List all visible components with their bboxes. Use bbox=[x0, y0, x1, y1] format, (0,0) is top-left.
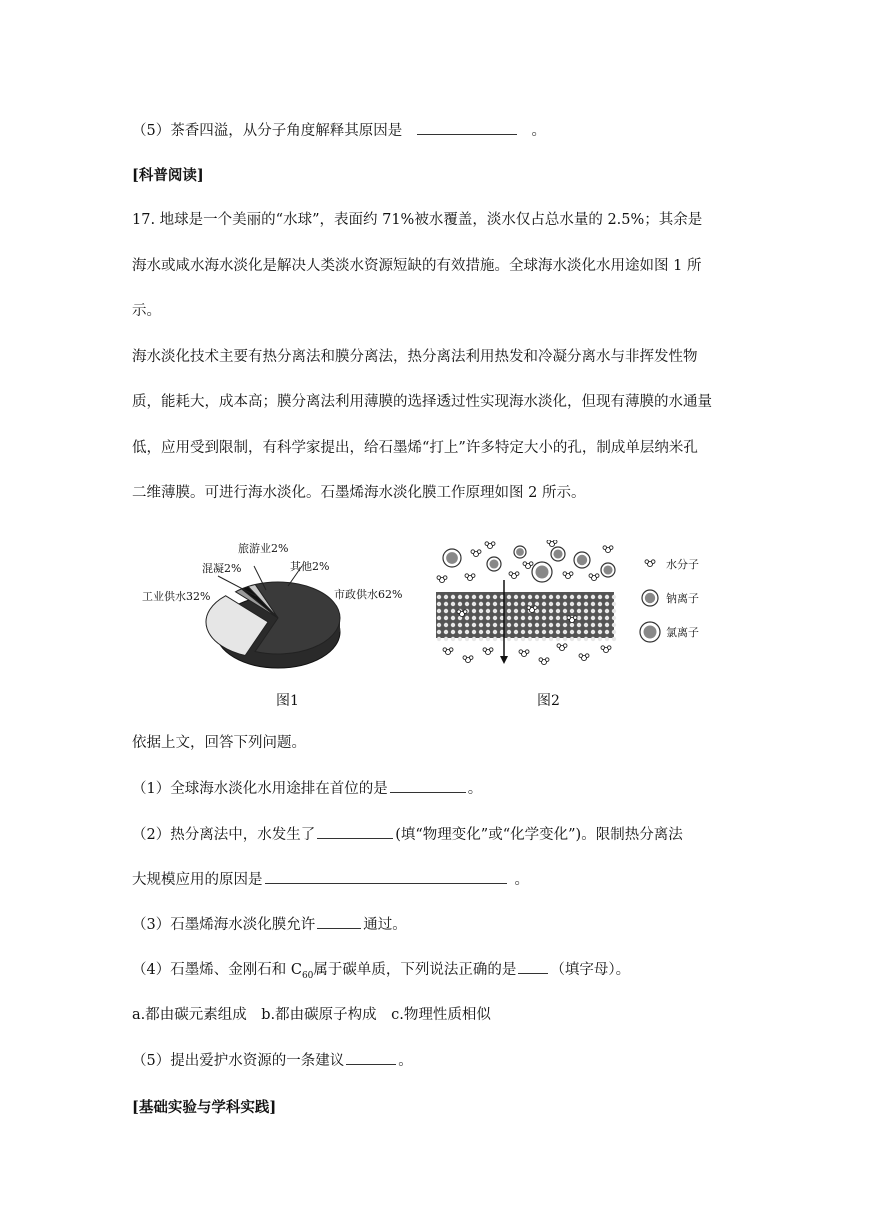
membrane-pore bbox=[605, 637, 609, 641]
membrane-pore bbox=[493, 630, 497, 634]
membrane-pore bbox=[451, 616, 455, 620]
membrane-pore bbox=[451, 637, 455, 641]
membrane-pore bbox=[472, 595, 476, 599]
q1-line bbox=[132, 778, 482, 799]
membrane-pore bbox=[556, 623, 560, 627]
membrane-pore bbox=[507, 616, 511, 620]
water-molecule bbox=[463, 656, 473, 663]
membrane-pore bbox=[444, 602, 448, 606]
membrane-pore bbox=[437, 616, 441, 620]
water-molecule bbox=[437, 576, 447, 583]
membrane-pore bbox=[486, 609, 490, 613]
membrane-pore bbox=[605, 616, 609, 620]
water-molecule bbox=[471, 550, 481, 557]
membrane-pore bbox=[612, 637, 616, 641]
membrane-pore bbox=[479, 595, 483, 599]
membrane-pore bbox=[528, 637, 532, 641]
membrane-pore bbox=[486, 616, 490, 620]
membrane-pore bbox=[451, 609, 455, 613]
membrane-pore bbox=[465, 616, 469, 620]
membrane-pore bbox=[591, 602, 595, 606]
q5-blank[interactable] bbox=[346, 1050, 396, 1065]
legend-sodium-symbol-core bbox=[645, 593, 655, 603]
membrane-pore bbox=[570, 637, 574, 641]
membrane-pore bbox=[493, 602, 497, 606]
q5-end: 。 bbox=[398, 1053, 413, 1069]
membrane-pore bbox=[563, 595, 567, 599]
membrane-pore bbox=[514, 630, 518, 634]
water-molecule bbox=[603, 546, 613, 553]
membrane-pore bbox=[535, 623, 539, 627]
membrane-pore bbox=[493, 616, 497, 620]
membrane-pore bbox=[507, 623, 511, 627]
membrane-pore bbox=[479, 623, 483, 627]
q4-subscript: 60 bbox=[301, 970, 314, 981]
q1-text: （1）全球海水淡化水用途排在首位的是 bbox=[132, 781, 388, 797]
ion-chloride-core bbox=[536, 566, 549, 579]
section-heading-reading: [科普阅读] bbox=[132, 167, 204, 184]
membrane-pore bbox=[486, 637, 490, 641]
membrane-pore bbox=[479, 630, 483, 634]
membrane-pore bbox=[598, 637, 602, 641]
membrane-pore bbox=[444, 630, 448, 634]
membrane-pore bbox=[535, 637, 539, 641]
membrane-pore bbox=[584, 623, 588, 627]
water-molecule bbox=[557, 644, 567, 651]
q17-p1-line1: 17. 地球是一个美丽的“水球”，表面约 71%被水覆盖，淡水仅占总水量的 2.5%；其余是 bbox=[132, 212, 703, 228]
membrane-pore bbox=[444, 609, 448, 613]
membrane-pore bbox=[605, 609, 609, 613]
membrane-pore bbox=[577, 637, 581, 641]
membrane-pore bbox=[577, 623, 581, 627]
membrane-pore bbox=[521, 637, 525, 641]
q2-blank[interactable] bbox=[317, 824, 393, 839]
membrane-pore bbox=[605, 595, 609, 599]
membrane-pore bbox=[612, 602, 616, 606]
ion-sodium-core bbox=[489, 559, 498, 568]
membrane-pore bbox=[437, 630, 441, 634]
membrane-pore bbox=[591, 630, 595, 634]
q2b-text: 大规模应用的原因是 bbox=[132, 872, 263, 888]
membrane-pore bbox=[542, 595, 546, 599]
water-molecule bbox=[485, 542, 495, 549]
membrane-pore bbox=[535, 595, 539, 599]
q1-blank[interactable] bbox=[390, 778, 466, 793]
membrane-pore bbox=[507, 609, 511, 613]
membrane-pore bbox=[528, 623, 532, 627]
membrane-pore bbox=[563, 630, 567, 634]
water-molecule bbox=[519, 650, 529, 657]
membrane-pore bbox=[437, 623, 441, 627]
pie-label-other: 其他2% bbox=[290, 560, 330, 573]
membrane-pore bbox=[514, 595, 518, 599]
membrane-pore bbox=[542, 637, 546, 641]
membrane-pore bbox=[437, 602, 441, 606]
membrane-pore bbox=[451, 595, 455, 599]
membrane-pore bbox=[479, 609, 483, 613]
membrane-pore bbox=[591, 609, 595, 613]
membrane-pore bbox=[472, 623, 476, 627]
q16-5-text: （5）茶香四溢，从分子角度解释其原因是 bbox=[132, 123, 403, 139]
q2b-end: 。 bbox=[514, 872, 529, 888]
membrane-pore bbox=[542, 630, 546, 634]
membrane-pore bbox=[535, 616, 539, 620]
membrane-pore bbox=[479, 602, 483, 606]
flow-arrowhead bbox=[500, 656, 508, 664]
membrane-pore bbox=[542, 623, 546, 627]
membrane-pore bbox=[465, 595, 469, 599]
membrane-pore bbox=[556, 637, 560, 641]
membrane-pore bbox=[570, 609, 574, 613]
q2b-line bbox=[132, 869, 529, 890]
q2-hint: (填“物理变化”或“化学变化”)。限制热分离法 bbox=[395, 827, 683, 843]
membrane-pore bbox=[570, 595, 574, 599]
membrane-pore bbox=[584, 630, 588, 634]
membrane-pore bbox=[563, 623, 567, 627]
q3-text: （3）石墨烯海水淡化膜允许 bbox=[132, 917, 316, 933]
q4-end: （填字母）。 bbox=[550, 962, 631, 978]
answer-blank[interactable] bbox=[417, 120, 517, 135]
intro-line: 依据上文，回答下列问题。 bbox=[132, 735, 306, 751]
ion-chloride-core bbox=[553, 549, 562, 558]
water-molecule bbox=[589, 574, 599, 581]
membrane-pore bbox=[563, 637, 567, 641]
membrane-pore bbox=[444, 637, 448, 641]
water-molecule bbox=[483, 648, 493, 655]
membrane-pore bbox=[612, 616, 616, 620]
membrane-pore bbox=[591, 616, 595, 620]
legend-label-2: 氯离子 bbox=[666, 626, 699, 639]
ion-sodium-core bbox=[577, 555, 587, 565]
membrane-pore bbox=[444, 623, 448, 627]
membrane-pore bbox=[612, 595, 616, 599]
legend-label-0: 水分子 bbox=[666, 558, 699, 571]
q17-p1-line2: 海水或咸水海水淡化是解决人类淡水资源短缺的有效措施。全球海水淡化水用途如图 1 所 bbox=[132, 258, 702, 274]
q5-line bbox=[132, 1050, 413, 1071]
water-molecule bbox=[465, 574, 475, 581]
water-molecule bbox=[579, 654, 589, 661]
membrane-pore bbox=[598, 623, 602, 627]
ion-sodium-core bbox=[516, 548, 524, 556]
membrane-pore bbox=[598, 602, 602, 606]
membrane-pore bbox=[584, 637, 588, 641]
membrane-pore bbox=[486, 602, 490, 606]
membrane-pore bbox=[577, 616, 581, 620]
membrane-pore bbox=[591, 623, 595, 627]
membrane-pore bbox=[598, 609, 602, 613]
membrane-pore bbox=[584, 602, 588, 606]
membrane-pore bbox=[437, 595, 441, 599]
ion-chloride-core bbox=[603, 565, 612, 574]
membrane-pore bbox=[584, 609, 588, 613]
membrane-pore bbox=[458, 630, 462, 634]
membrane-pore bbox=[479, 616, 483, 620]
membrane-pore bbox=[535, 630, 539, 634]
membrane-pore bbox=[465, 623, 469, 627]
membrane-pore bbox=[507, 630, 511, 634]
membrane-pore bbox=[465, 637, 469, 641]
water-molecule bbox=[523, 562, 533, 569]
membrane-pore bbox=[472, 609, 476, 613]
q4-blank[interactable] bbox=[518, 959, 548, 974]
water-molecule bbox=[509, 572, 519, 579]
membrane-pore bbox=[514, 602, 518, 606]
membrane-pore bbox=[528, 616, 532, 620]
membrane-pore bbox=[528, 595, 532, 599]
membrane-pore bbox=[486, 623, 490, 627]
membrane-pore bbox=[444, 595, 448, 599]
membrane-pore bbox=[486, 595, 490, 599]
q17-p1-line3: 示。 bbox=[132, 303, 161, 319]
membrane-pore bbox=[451, 630, 455, 634]
membrane-pore bbox=[598, 630, 602, 634]
membrane-pore bbox=[570, 602, 574, 606]
membrane-pore bbox=[507, 595, 511, 599]
membrane-pore bbox=[479, 637, 483, 641]
membrane-pore bbox=[528, 630, 532, 634]
membrane-pore bbox=[514, 623, 518, 627]
membrane-pore bbox=[549, 630, 553, 634]
q4-text: （4）石墨烯、金刚石和 C bbox=[132, 962, 302, 978]
membrane-pore bbox=[493, 595, 497, 599]
membrane-pore bbox=[584, 595, 588, 599]
q17-p2-line4: 二维薄膜。可进行海水淡化。石墨烯海水淡化膜工作原理如图 2 所示。 bbox=[132, 485, 586, 501]
legend-chloride-symbol-core bbox=[644, 626, 657, 639]
pie-label-concrete: 混凝2% bbox=[202, 562, 242, 575]
membrane-pore bbox=[577, 602, 581, 606]
membrane-pore bbox=[521, 623, 525, 627]
q3-blank[interactable] bbox=[317, 914, 361, 929]
membrane-pore bbox=[451, 623, 455, 627]
membrane-pore bbox=[556, 595, 560, 599]
water-molecule bbox=[539, 658, 549, 665]
membrane-pore bbox=[570, 623, 574, 627]
figure1-pie-chart bbox=[138, 540, 408, 670]
membrane-pore bbox=[549, 623, 553, 627]
membrane-pore bbox=[549, 595, 553, 599]
membrane-pore bbox=[493, 623, 497, 627]
figure2-membrane-diagram bbox=[432, 540, 722, 670]
water-molecule bbox=[547, 540, 557, 547]
pie-label-industrial: 工业供水32% bbox=[142, 590, 211, 603]
q5-text: （5）提出爱护水资源的一条建议 bbox=[132, 1053, 345, 1069]
q17-p2-line3: 低，应用受到限制，有科学家提出，给石墨烯“打上”许多特定大小的孔，制成单层纳米孔 bbox=[132, 440, 698, 456]
water-molecule bbox=[443, 648, 453, 655]
membrane-pore bbox=[507, 637, 511, 641]
membrane-pore bbox=[472, 630, 476, 634]
membrane-pore bbox=[556, 630, 560, 634]
membrane-pore bbox=[549, 637, 553, 641]
membrane-pore bbox=[465, 602, 469, 606]
membrane-pore bbox=[549, 602, 553, 606]
membrane-pore bbox=[556, 609, 560, 613]
membrane-pore bbox=[472, 616, 476, 620]
membrane-pore bbox=[514, 609, 518, 613]
ion-chloride-core bbox=[446, 552, 458, 564]
q2-text: （2）热分离法中，水发生了 bbox=[132, 827, 316, 843]
membrane-pore bbox=[437, 637, 441, 641]
q16-5-end: 。 bbox=[531, 123, 546, 139]
membrane-pore bbox=[570, 630, 574, 634]
membrane-pore bbox=[549, 616, 553, 620]
membrane-pore bbox=[521, 609, 525, 613]
q1-end: 。 bbox=[467, 781, 483, 797]
q17-p2-line1: 海水淡化技术主要有热分离法和膜分离法，热分离法利用热发和冷凝分离水与非挥发性物 bbox=[132, 349, 698, 365]
membrane-pore bbox=[486, 630, 490, 634]
membrane-pore bbox=[521, 630, 525, 634]
membrane-pore bbox=[577, 595, 581, 599]
membrane-pore bbox=[577, 609, 581, 613]
membrane-pore bbox=[458, 595, 462, 599]
membrane-pore bbox=[437, 609, 441, 613]
pie-label-tourism: 旅游业2% bbox=[238, 542, 289, 555]
figure1-caption: 图1 bbox=[276, 693, 299, 709]
membrane-pore bbox=[493, 637, 497, 641]
q3-line bbox=[132, 914, 407, 935]
q17-p2-line2: 质，能耗大，成本高；膜分离法利用薄膜的选择透过性实现海水淡化，但现有薄膜的水通量 bbox=[132, 394, 712, 410]
legend-label-1: 钠离子 bbox=[666, 592, 699, 605]
membrane-pore bbox=[612, 623, 616, 627]
membrane-pore bbox=[542, 609, 546, 613]
membrane-pore bbox=[563, 609, 567, 613]
figure2-caption: 图2 bbox=[537, 693, 560, 709]
membrane-pore bbox=[465, 630, 469, 634]
membrane-pore bbox=[521, 616, 525, 620]
membrane-pore bbox=[514, 637, 518, 641]
membrane-pore bbox=[584, 616, 588, 620]
water-molecule bbox=[601, 646, 611, 653]
membrane-pore bbox=[577, 630, 581, 634]
membrane-pore bbox=[598, 595, 602, 599]
q3-end: 通过。 bbox=[363, 917, 407, 933]
membrane-pore bbox=[521, 602, 525, 606]
membrane-pore bbox=[612, 630, 616, 634]
membrane-pore bbox=[507, 602, 511, 606]
membrane-pore bbox=[563, 602, 567, 606]
membrane-pore bbox=[563, 616, 567, 620]
membrane-pore bbox=[444, 616, 448, 620]
membrane-pore bbox=[605, 623, 609, 627]
q4-mid: 属于碳单质，下列说法正确的是 bbox=[313, 962, 517, 978]
q4-options: a.都由碳元素组成 b.都由碳原子构成 c.物理性质相似 bbox=[132, 1007, 491, 1023]
membrane-pore bbox=[458, 623, 462, 627]
section-heading-practice: [基础实验与学科实践] bbox=[132, 1099, 277, 1116]
membrane-pore bbox=[591, 595, 595, 599]
pie-label-municipal: 市政供水62% bbox=[334, 588, 403, 601]
membrane-pore bbox=[556, 602, 560, 606]
membrane-pore bbox=[521, 595, 525, 599]
membrane-pore bbox=[493, 609, 497, 613]
q4-line bbox=[132, 959, 630, 986]
membrane-pore bbox=[542, 602, 546, 606]
membrane-pore bbox=[556, 616, 560, 620]
q16-5-line bbox=[132, 120, 546, 141]
q2b-blank[interactable] bbox=[265, 869, 507, 884]
membrane-pore bbox=[472, 602, 476, 606]
membrane-pore bbox=[458, 602, 462, 606]
membrane-pore bbox=[605, 630, 609, 634]
q2-line bbox=[132, 824, 683, 845]
membrane-pore bbox=[591, 637, 595, 641]
water-molecule bbox=[563, 572, 573, 579]
membrane-pore bbox=[472, 637, 476, 641]
membrane-pore bbox=[605, 602, 609, 606]
membrane-pore bbox=[514, 616, 518, 620]
membrane-pore bbox=[451, 602, 455, 606]
membrane-pore bbox=[612, 609, 616, 613]
membrane-pore bbox=[598, 616, 602, 620]
membrane-pore bbox=[549, 609, 553, 613]
membrane-pore bbox=[458, 637, 462, 641]
membrane-pore bbox=[542, 616, 546, 620]
legend-water-symbol bbox=[645, 560, 655, 567]
